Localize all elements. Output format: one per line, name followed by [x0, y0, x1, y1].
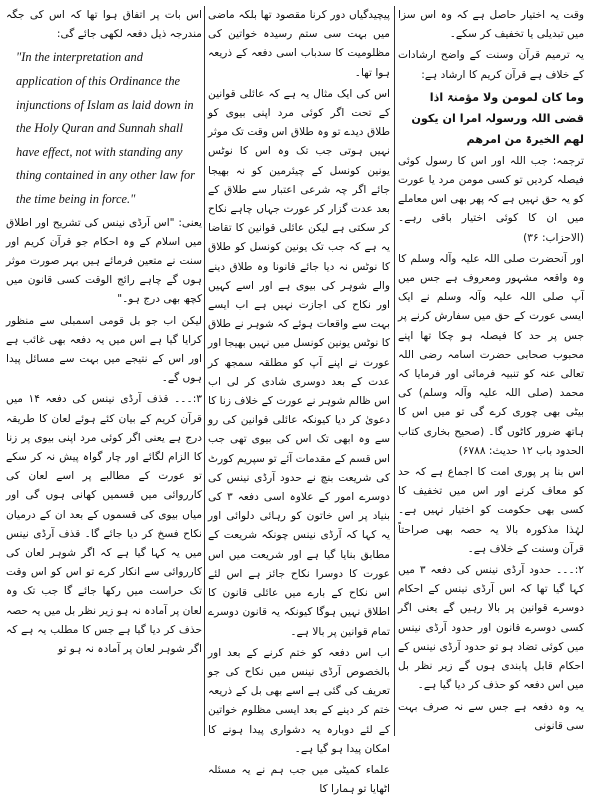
english-quote: "In the interpretation and application of this Ordinance the injunctions of Islam as laid down in the Holy Quran and Sunnah shall have effect, not with standing any thing contained in any other law for the time being in force." — [16, 50, 195, 206]
paragraph: اس کی ایک مثال یہ ہے کہ عائلی قوانین کے تحت اگر کوئی مرد اپنی بیوی کو طلاق دیدے تو وہ طلاق اس وقت تک موثر نہیں ہوتی جب تک وہ اس کا نوٹس یونین کونسل کے چیئرمین کو نہ بھیجا جائے اگر چہ شرعی اعتبار سے طلاق کے بعد عدت گزار کر عورت جہاں چاہے نکاح کر سکتی ہے لیکن عائلی قوانین کا تقاضا یہ ہے کہ جب تک یونین کونسل کو طلاق کا نوٹس نہ دیا جائے قانونا وہ طلاق دینے والے شوہر کی بیوی ہے اور اسے کہیں اور نکاح کی اجازت نہیں ہے اب ایسے بہت سے واقعات ہوئے کہ شوہر نے طلاق کا نوٹس یونین کونسل میں نہیں بھیجا اور عورت نے اپنے آپ کو مطلقہ سمجھ کر عدت کے بعد دوسری شادی کر لی اب اس ظالم شوہر نے عورت کے خلاف زنا کا دعویٰ کر دیا کیونکہ عائلی قوانین کی رو سے وہ ابھی تک اس کی بیوی تھی جب اس قسم کے مقدمات آئے تو سپریم کورٹ کی شریعت بنچ نے حدود آرڈی نینس کی دوسرے امور کے علاوہ اسی دفعہ ۳ کی بنیاد پر اس خاتون کو رہائی دلوائی اور یہ کہا کہ آرڈی نینس چونکہ شریعت کے مطابق بنایا گیا ہے اور شریعت میں اس عورت کا دوسرا نکاح جائز ہے اس لئے اس نکاح کے بارے میں عائلی قانون کا اطلاق نہیں ہوگا کیونکہ یہ قانون دوسرے تمام قوانین پر بالا ہے۔ — [208, 87, 390, 638]
paragraph: لیکن اب جو بل قومی اسمبلی سے منظور کرایا گیا ہے اس میں یہ دفعہ بھی غائب ہے اور اس کے نتیجے میں بہت سے مسائل پیدا ہوں گے۔ — [6, 314, 202, 385]
paragraph: ۳:۔۔۔ قذف آرڈی نینس کی دفعہ ۱۴ میں قرآن کریم کے بیان کئے ہوئے لعان کا طریقہ درج ہے یعنی اگر کوئی مرد اپنی بیوی پر زنا کا الزام لگائے اور چار گواہ پیش نہ کر سکے تو عورت کے مطالبے پر اسے لعان کی کارروائی میں قسمیں کھانی ہوں گی اور میاں بیوی کی قسموں کے بعد ان کے درمیان نکاح فسخ کر دیا جائے گا۔ قذف آرڈی نینس میں یہ کہا گیا ہے کہ اگر شوہر لعان کی کارروائی سے انکار کرے تو اس کو اس وقت تک حراست میں رکھا جائے گا جب تک وہ لعان پر آمادہ نہ ہو زیر نظر بل میں یہ حصہ حذف کر دیا گیا ہے جس کا مطلب یہ ہے کہ اگر شوہر لعان پر آمادہ نہ ہو تو — [6, 393, 202, 656]
column-right — [398, 6, 584, 736]
paragraph: وقت یہ اختیار حاصل ہے کہ وہ اس سزا میں تبدیلی یا تخفیف کر سکے۔ — [398, 9, 584, 41]
paragraph: اور آنحضرت صلی اللہ علیہ وآلہ وسلم کا وہ واقعہ مشہور ومعروف ہے جس میں آپ صلی اللہ علیہ وآلہ وسلم نے ایک ایسی عورت کے حق میں سفارش کرنے پر جس پر حد کا فیصلہ ہو چکا تھا اپنے محبوب صحابی حضرت اسامہ رضی اللہ تعالی عنہ کو تنبیہ فرمائی اور فرمایا کہ محمد (صلی اللہ علیہ وآلہ وسلم) کی بیٹی بھی چوری کرے گی تو میں اس کا ہاتھ ضرور کاٹوں گا۔ (صحیح بخاری کتاب الحدود باب ۱۲ حدیث: ۶۷۸۸) — [398, 252, 584, 457]
arabic-verse: وما کان لمومن ولا مؤمنۃ اذا قضی اللہ ورسولہ امرا ان یکون لھم الخیرۃ من امرھم — [411, 90, 584, 146]
column-divider-right — [394, 6, 395, 736]
paragraph: یہ وہ دفعہ ہے جس سے نہ صرف بہت سی قانونی — [398, 700, 584, 732]
paragraph: پیچیدگیاں دور کرنا مقصود تھا بلکہ ماضی میں بہت سی ستم رسیدہ خواتین کی مظلومیت کا سدباب اسی دفعہ کے ذریعہ ہوا تھا۔ — [208, 9, 390, 79]
paragraph: یہ ترمیم قرآن وسنت کے واضح ارشادات کے خلاف ہے قرآن کریم کا ارشاد ہے: — [398, 49, 584, 81]
paragraph: اس بنا پر پوری امت کا اجماع ہے کہ حد کو معاف کرنے اور اس میں تخفیف کا کسی بھی حکومت کو اختیار نہیں ہے۔ لہٰذا مذکورہ بالا یہ حصہ بھی صراحتاً قرآن وسنت کے خلاف ہے۔ — [398, 466, 584, 555]
column-left — [6, 6, 202, 736]
paragraph: ترجمہ: جب اللہ اور اس کا رسول کوئی فیصلہ کردیں تو کسی مومن مرد یا عورت کو یہ حق نہیں ہے کہ پھر بھی اس معاملے میں ان کا کوئی اختیار باقی رہے۔ (الاحزاب: ۳۶) — [398, 154, 584, 244]
paragraph: یعنی: "اس آرڈی نینس کی تشریح اور اطلاق میں اسلام کے وہ احکام جو قرآن کریم اور سنت نے متعین فرمائے ہیں بہر صورت موثر ہوں گے چاہے رائج الوقت کسی قانون میں کچھ بھی درج ہو۔" — [6, 216, 202, 306]
paragraph: اب اس دفعہ کو ختم کرنے کے بعد اور بالخصوص آرڈی نینس میں نکاح کی جو تعریف کی گئی ہے اسے بھی بل کے ذریعہ ختم کر دینے کے بعد ایسی مظلوم خواتین کے لئے دوبارہ یہ دشواری پیدا ہونے کا امکان پیدا ہو گیا ہے۔ — [208, 646, 390, 755]
paragraph: علماء کمیٹی میں جب ہم نے یہ مسئلہ اٹھایا تو ہمارا کا — [208, 763, 390, 796]
column-middle — [208, 6, 390, 796]
column-divider-left — [204, 6, 205, 736]
paragraph: اس بات پر اتفاق ہوا تھا کہ اس کی جگہ مندرجہ ذیل دفعہ لکھی جائے گی: — [6, 9, 202, 41]
paragraph: ۲:۔۔۔ حدود آرڈی نینس کی دفعہ ۳ میں کہا گیا تھا کہ اس آرڈی نینس کے احکام دوسرے قوانین پر بالا رہیں گے یعنی اگر کسی دوسرے قانون اور حدود آرڈی نینس میں کوئی تضاد ہو تو حدود آرڈی نینس کے احکام قابل پابندی ہوں گے زیر نظر بل میں اس دفعہ کو حذف کر دیا گیا ہے۔ — [398, 564, 584, 692]
